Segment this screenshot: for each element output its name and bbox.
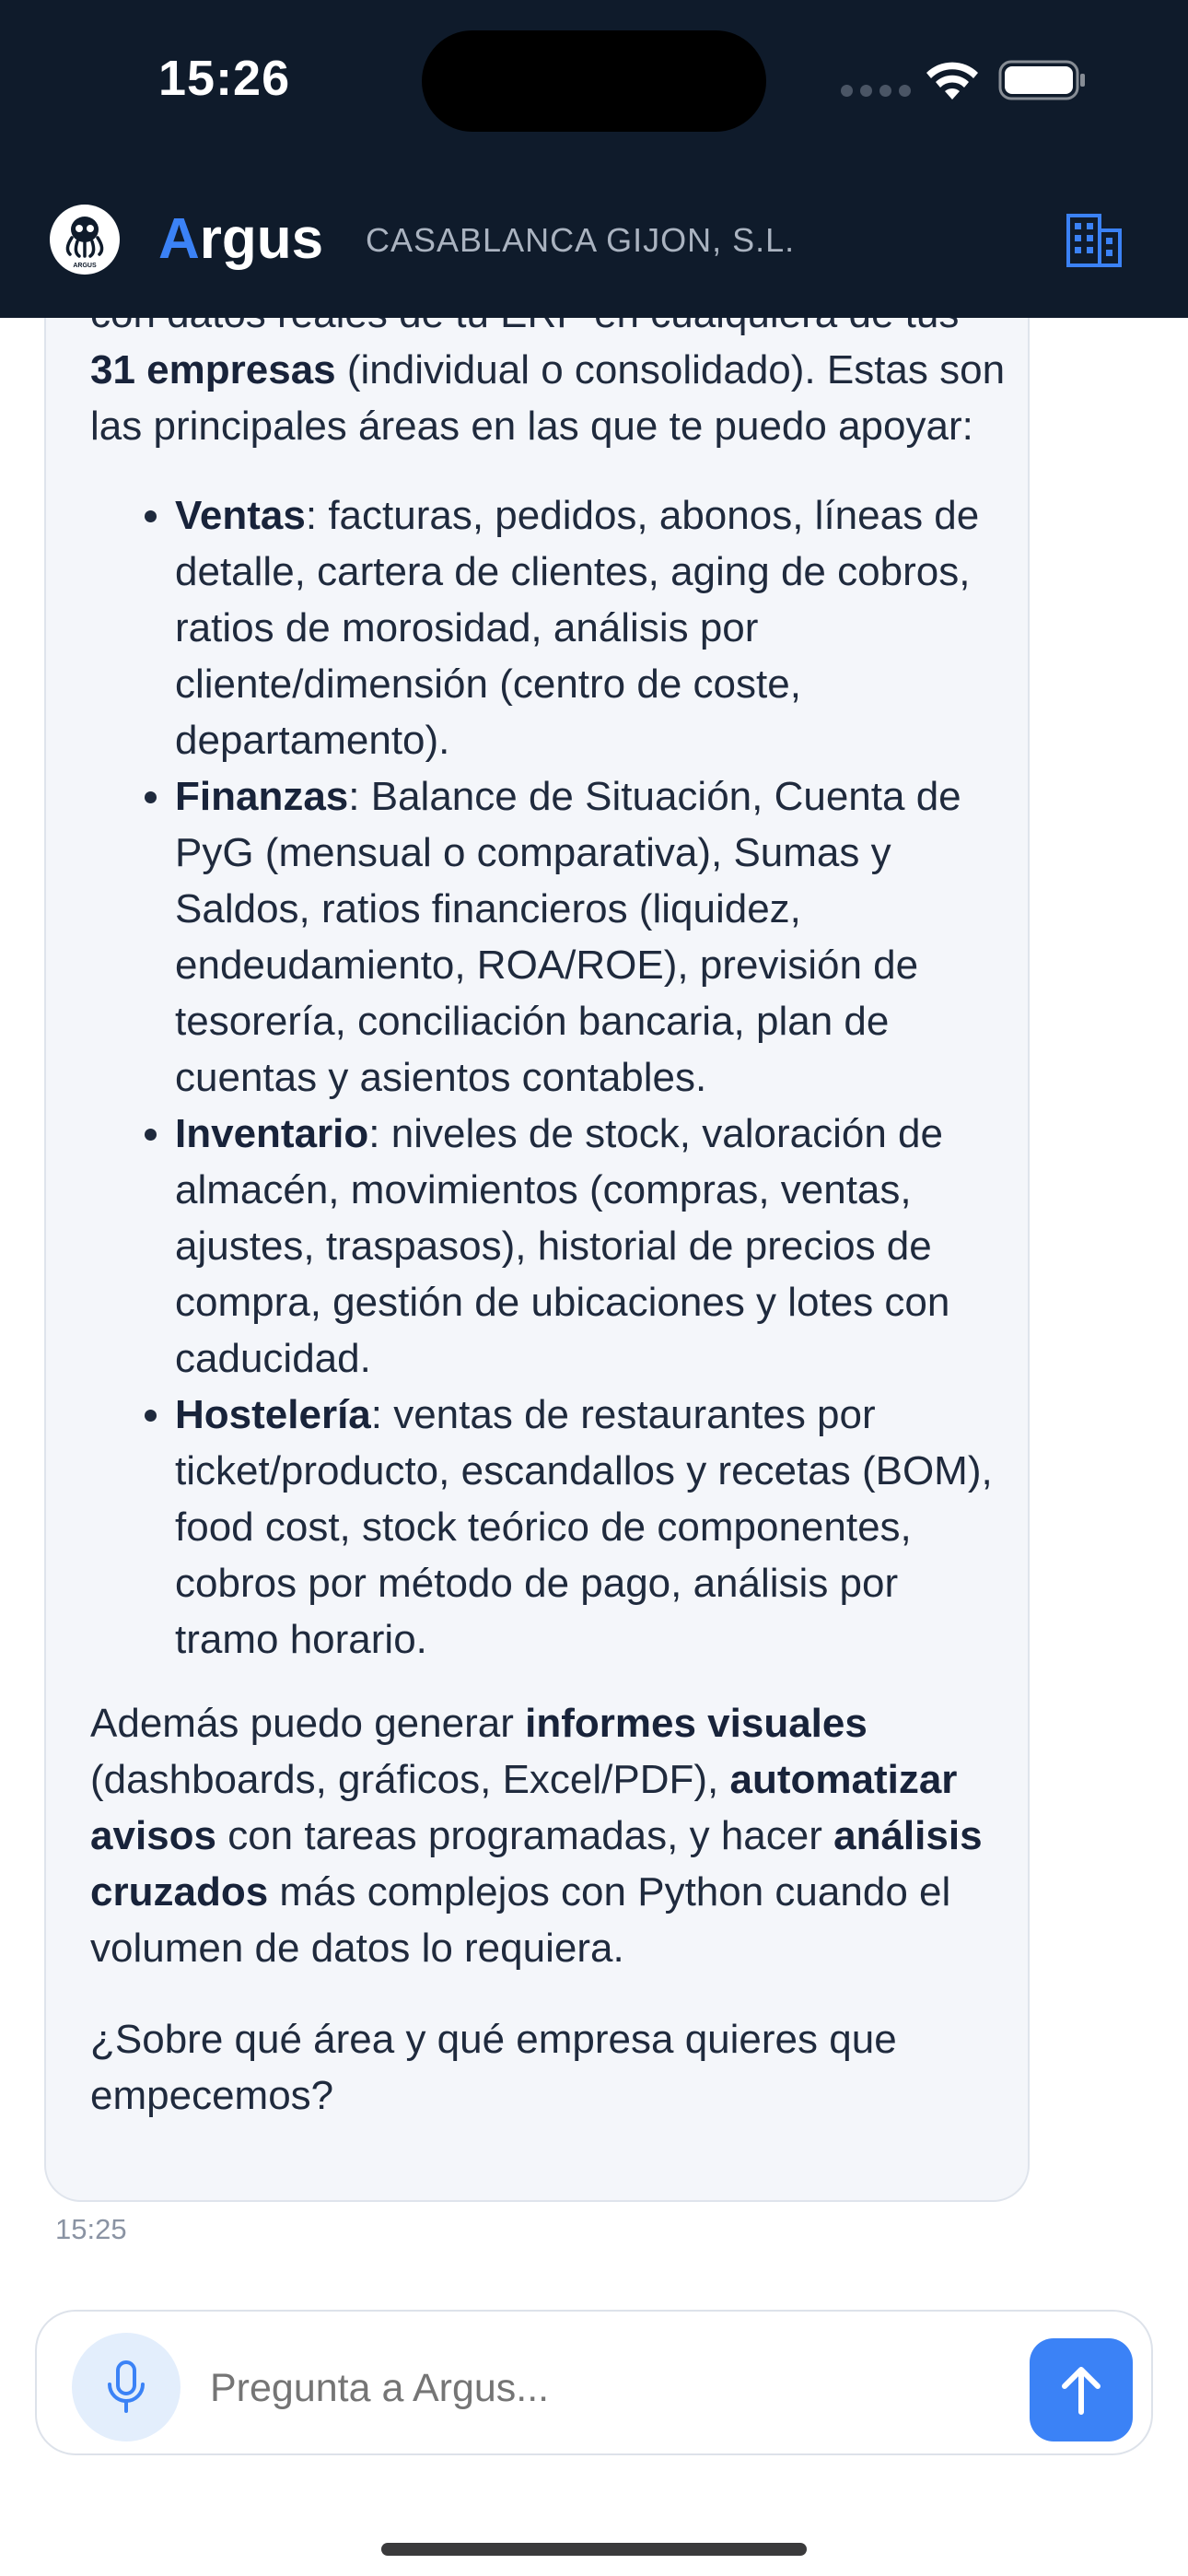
status-time: 15:26 <box>158 51 291 106</box>
message-question: ¿Sobre qué área y qué empresa quieres que empecemos? <box>90 2017 897 2118</box>
arrow-up-icon <box>1055 2362 1107 2418</box>
message-intro: 31 empresas (individual o consolidado). Estas son las principales áreas en las que te puedo apoyar: <box>90 286 1011 454</box>
assistant-message-bubble <box>44 240 1030 2202</box>
company-name[interactable]: CASABLANCA GIJON, S.L. <box>366 221 796 259</box>
building-icon[interactable] <box>1065 212 1124 269</box>
home-indicator <box>381 2543 807 2556</box>
argus-logo-icon <box>50 205 120 275</box>
microphone-icon <box>105 2360 147 2416</box>
list-item: • Ventas: facturas, pedidos, abonos, líneas de detalle, cartera de clientes, aging de cobros, ratios de morosidad, análisis por cliente/dimensión (centro de coste, departamento). <box>175 487 1011 768</box>
svg-text:ARGUS: ARGUS <box>73 263 97 269</box>
signal-icon <box>841 85 911 97</box>
message-timestamp: 15:25 <box>55 2213 127 2245</box>
list-item: • Hostelería: ventas de restaurantes por ticket/producto, escandallos y recetas (BOM), food cost, stock teórico de componentes, cobros por método de pago, análisis por tramo horario. <box>175 1387 1011 1668</box>
list-item: • Inventario: niveles de stock, valoración de almacén, movimientos (compras, ventas, ajustes, traspasos), historial de precios de compra, gestión de ubicaciones y lotes con caducidad. <box>175 1106 1011 1387</box>
areas-list <box>90 487 1011 1668</box>
mic-button[interactable] <box>72 2333 181 2441</box>
message-input[interactable] <box>210 2360 1002 2416</box>
app-header <box>0 0 1188 318</box>
brand-title: Argus <box>158 207 324 271</box>
battery-icon <box>998 59 1087 101</box>
send-button[interactable] <box>1030 2338 1133 2441</box>
list-item: • Finanzas: Balance de Situación, Cuenta de PyG (mensual o comparativa), Sumas y Saldos, ratios financieros (liquidez, endeudamiento, ROA/ROE), previsión de tesorería, conciliación bancaria, plan de cuentas y asientos contables. <box>175 768 1011 1106</box>
message-capabilities: Además puedo generar informes visuales (dashboards, gráficos, Excel/PDF), automatizar avisos con tareas programadas, y hacer análisis cruzados más complejos con Python cuando el volumen de datos lo requiera. <box>90 1701 983 1971</box>
dynamic-island <box>422 30 766 132</box>
message-body <box>90 286 1011 2124</box>
wifi-icon <box>925 59 980 101</box>
